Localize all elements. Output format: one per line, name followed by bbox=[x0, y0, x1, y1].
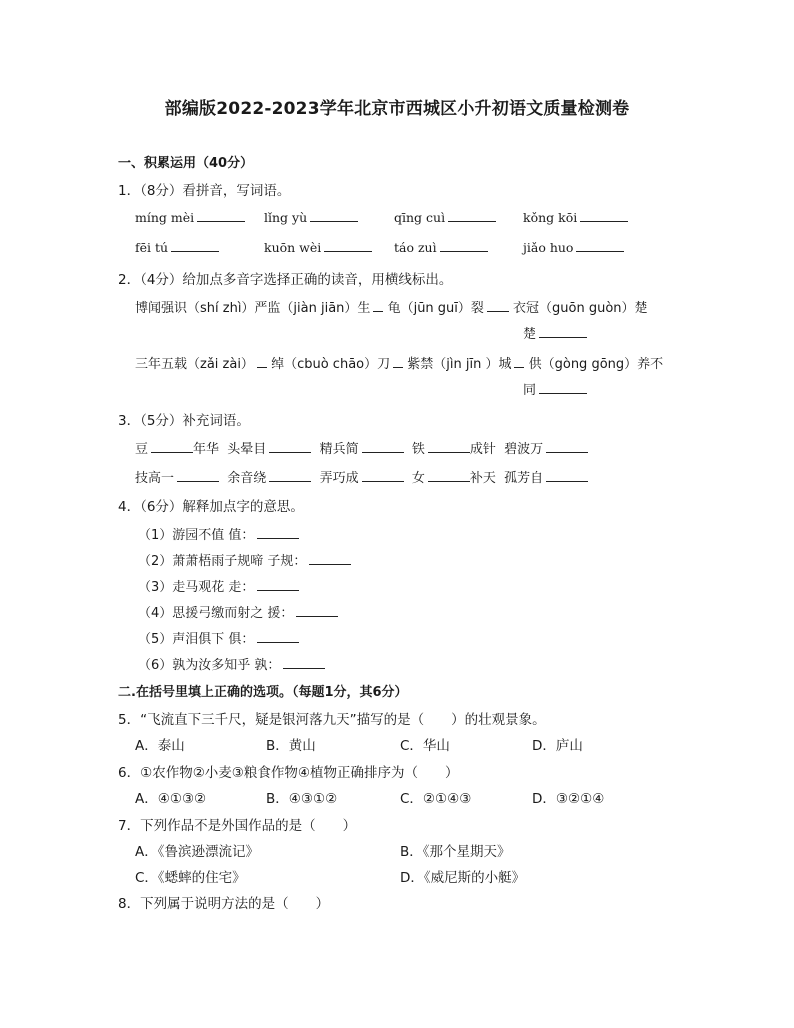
q7-option-a[interactable]: A．《鲁滨逊漂流记》 bbox=[135, 844, 259, 860]
q2-line-1: 博闻强识（shí zhì）严监（jiàn jiān）生 龟（jūn guī）裂 衣冠（guōn guòn）楚 bbox=[135, 301, 648, 316]
q5-option-a[interactable]: A．泰山 bbox=[135, 738, 185, 754]
section-1-heading: 一、积累运用（40分） bbox=[118, 156, 254, 171]
answer-blank[interactable] bbox=[393, 355, 403, 368]
answer-blank[interactable] bbox=[257, 355, 267, 368]
answer-blank[interactable] bbox=[171, 239, 219, 252]
answer-blank[interactable] bbox=[576, 239, 624, 252]
q8-stem: 8．下列属于说明方法的是（ ） bbox=[118, 896, 330, 912]
q3-row-2: 技高一 余音绕 弄巧成 女 补天 孤芳自 bbox=[135, 467, 588, 486]
answer-blank[interactable] bbox=[269, 469, 311, 482]
q4-item: （4）思援弓缴而射之 援： bbox=[138, 602, 338, 621]
q4-item: （2）萧萧梧雨子规啼 子规： bbox=[138, 550, 351, 569]
answer-blank[interactable] bbox=[546, 469, 588, 482]
answer-blank[interactable] bbox=[580, 209, 628, 222]
q6-option-a[interactable]: A．④①③② bbox=[135, 791, 207, 807]
q1-item: táo zuì bbox=[394, 239, 488, 256]
section-2-heading: 二.在括号里填上正确的选项。（每题1分，其6分） bbox=[118, 685, 408, 700]
answer-blank[interactable] bbox=[269, 440, 311, 453]
answer-blank[interactable] bbox=[309, 552, 351, 565]
q4-item: （3）走马观花 走： bbox=[138, 576, 299, 595]
answer-blank[interactable] bbox=[428, 440, 470, 453]
answer-blank[interactable] bbox=[310, 209, 358, 222]
q1-item: kǒng kōi bbox=[523, 209, 628, 226]
q7-option-d[interactable]: D．《威尼斯的小艇》 bbox=[400, 870, 526, 886]
q7-option-b[interactable]: B．《那个星期天》 bbox=[400, 844, 511, 860]
q2-line-2-cont: 同 bbox=[523, 379, 587, 398]
q4-item: （1）游园不值 值： bbox=[138, 524, 299, 543]
q7-option-c[interactable]: C．《蟋蟀的住宅》 bbox=[135, 870, 246, 886]
answer-blank[interactable] bbox=[283, 656, 325, 669]
q6-option-d[interactable]: D．③②①④ bbox=[532, 791, 605, 807]
q1-item: qīng cuì bbox=[394, 209, 496, 226]
q2-line-1-cont: 楚 bbox=[523, 323, 587, 342]
answer-blank[interactable] bbox=[539, 325, 587, 338]
answer-blank[interactable] bbox=[448, 209, 496, 222]
q2-line-2: 三年五载（zǎi zài） 绰（cbuò chāo）刀 紫禁（jìn jīn ）城 供（gòng gōng）养不 bbox=[135, 357, 664, 372]
q1-item: jiǎo huo bbox=[523, 239, 624, 256]
answer-blank[interactable] bbox=[257, 526, 299, 539]
answer-blank[interactable] bbox=[546, 440, 588, 453]
q7-stem: 7．下列作品不是外国作品的是（ ） bbox=[118, 818, 357, 834]
q4-item: （5）声泪俱下 俱： bbox=[138, 628, 299, 647]
answer-blank[interactable] bbox=[362, 469, 404, 482]
answer-blank[interactable] bbox=[257, 630, 299, 643]
answer-blank[interactable] bbox=[373, 299, 383, 312]
answer-blank[interactable] bbox=[428, 469, 470, 482]
q2-stem: 2．（4分）给加点多音字选择正确的读音，用横线标出。 bbox=[118, 272, 453, 288]
q1-item: kuōn wèi bbox=[264, 239, 372, 256]
answer-blank[interactable] bbox=[487, 299, 509, 312]
q4-stem: 4．（6分）解释加点字的意思。 bbox=[118, 499, 304, 515]
q3-stem: 3．（5分）补充词语。 bbox=[118, 413, 250, 429]
q5-option-c[interactable]: C．华山 bbox=[400, 738, 450, 754]
answer-blank[interactable] bbox=[296, 604, 338, 617]
q1-item: lǐng yù bbox=[264, 209, 358, 226]
q5-option-b[interactable]: B．黄山 bbox=[266, 738, 316, 754]
q1-stem: 1．（8分）看拼音，写词语。 bbox=[118, 183, 291, 199]
q5-stem: 5．“飞流直下三千尺，疑是银河落九天”描写的是（ ）的壮观景象。 bbox=[118, 712, 546, 728]
answer-blank[interactable] bbox=[197, 209, 245, 222]
exam-title: 部编版2022-2023学年北京市西城区小升初语文质量检测卷 bbox=[164, 99, 630, 119]
q6-option-c[interactable]: C．②①④③ bbox=[400, 791, 472, 807]
answer-blank[interactable] bbox=[177, 469, 219, 482]
answer-blank[interactable] bbox=[257, 578, 299, 591]
answer-blank[interactable] bbox=[324, 239, 372, 252]
q6-stem: 6．①农作物②小麦③粮食作物④植物正确排序为（ ） bbox=[118, 765, 459, 781]
q6-option-b[interactable]: B．④③①② bbox=[266, 791, 338, 807]
q5-option-d[interactable]: D．庐山 bbox=[532, 738, 583, 754]
answer-blank[interactable] bbox=[440, 239, 488, 252]
answer-blank[interactable] bbox=[151, 440, 193, 453]
answer-blank[interactable] bbox=[539, 381, 587, 394]
q1-item: fēi tú bbox=[135, 239, 219, 256]
q4-item: （6）孰为汝多知乎 孰： bbox=[138, 654, 325, 673]
answer-blank[interactable] bbox=[514, 355, 524, 368]
q1-item: míng mèi bbox=[135, 209, 245, 226]
q3-row-1: 豆 年华 头晕目 精兵简 铁 成针 碧波万 bbox=[135, 438, 588, 457]
answer-blank[interactable] bbox=[362, 440, 404, 453]
